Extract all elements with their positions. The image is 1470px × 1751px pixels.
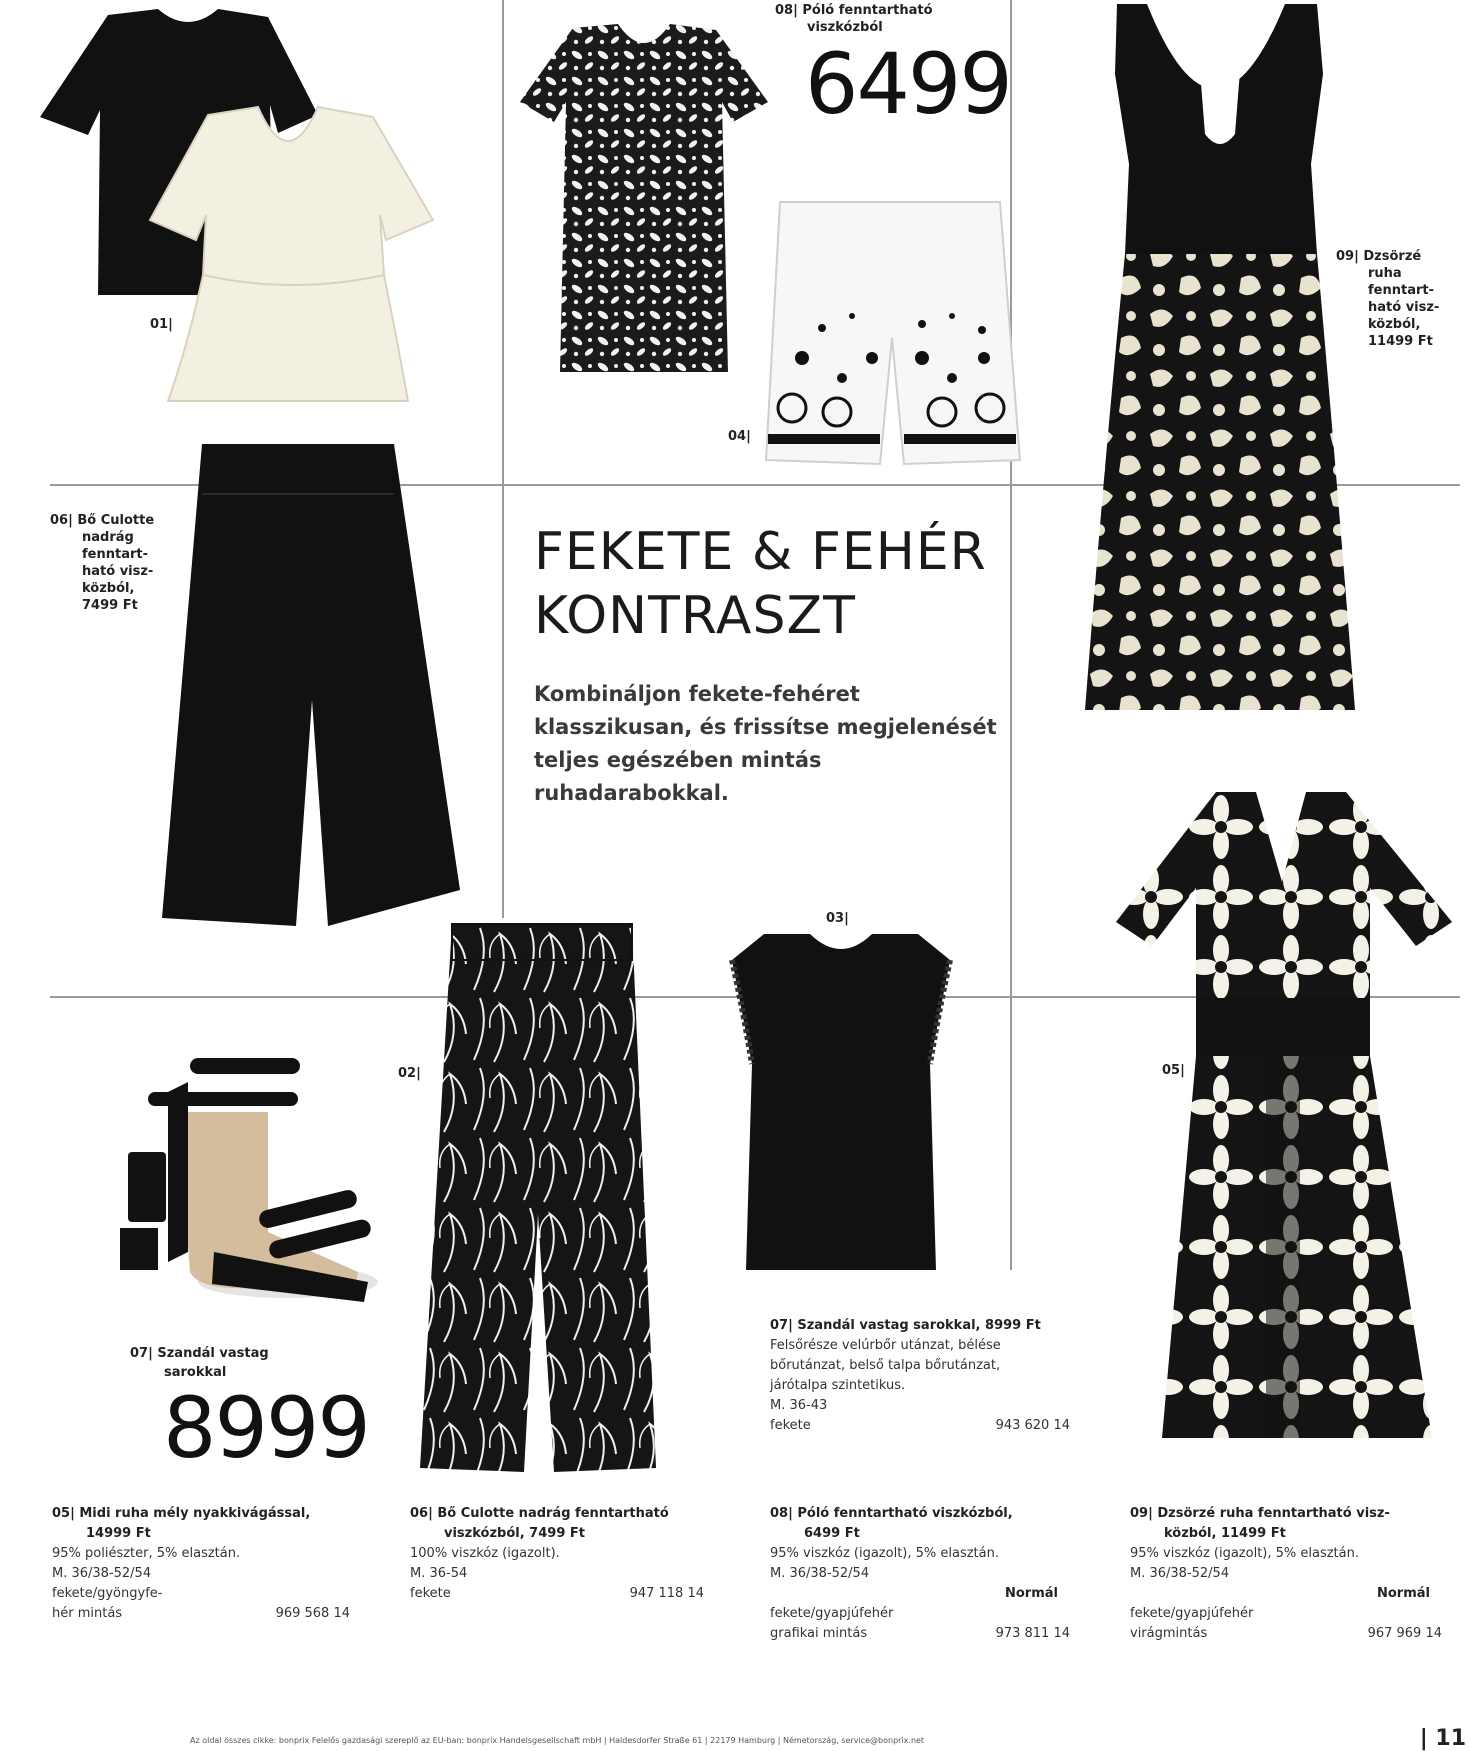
intro-text: Kombináljon fekete-fehéret klasszikusan, és frissítse megjelenését teljes egészében mintás ruhadarabokkal. <box>534 682 997 805</box>
detail-06-line-1: 100% viszkóz (igazolt). <box>410 1546 560 1561</box>
item-09-line-4: ható visz- <box>1368 300 1440 315</box>
page-headline <box>534 520 987 648</box>
item-06-number: 06| <box>50 513 73 528</box>
detail-07-line-4: M. 36-43 <box>770 1398 828 1413</box>
item-07-price: 8999 <box>163 1379 369 1477</box>
item-06-line-6: 7499 Ft <box>82 598 138 613</box>
patterned-tshirt-image <box>518 22 770 374</box>
item-08-price: 6499 <box>805 35 1011 133</box>
detail-09-line-2: M. 36/38-52/54 <box>1130 1566 1230 1581</box>
detail-06 <box>410 1504 704 1604</box>
detail-08 <box>770 1504 1070 1644</box>
detail-08-fit: Normál <box>1005 1586 1058 1601</box>
detail-07-line-3: járótalpa szintetikus. <box>770 1378 906 1393</box>
item-09-line-2: ruha <box>1368 266 1402 281</box>
item-06-line-2: nadrág <box>82 530 134 545</box>
detail-07-code: 943 620 14 <box>995 1418 1070 1433</box>
detail-09-code: 967 969 14 <box>1367 1626 1442 1641</box>
detail-08-title-1: 08| Póló fenntartható viszkózból, <box>770 1506 1013 1521</box>
detail-06-code: 947 118 14 <box>629 1586 704 1601</box>
detail-08-title-2: 6499 Ft <box>804 1526 860 1541</box>
item-06-line-1: Bő Culotte <box>77 513 155 528</box>
black-culotte-pants-image <box>162 444 460 926</box>
item-09-number: 09| <box>1336 249 1359 264</box>
headline-line-2: KONTRASZT <box>534 586 856 646</box>
detail-06-line-2: M. 36-54 <box>410 1566 468 1581</box>
detail-07 <box>770 1316 1070 1436</box>
detail-06-title-2: viszkózból, 7499 Ft <box>444 1526 585 1541</box>
item-06-label <box>50 512 154 614</box>
item-07-text-1: Szandál vastag <box>157 1346 269 1361</box>
item-06-line-3: fenntart- <box>82 547 148 562</box>
patterned-culotte-pants-image <box>420 924 656 1472</box>
item-05-label: 05| <box>1162 1063 1185 1078</box>
detail-05-title-2: 14999 Ft <box>86 1526 151 1541</box>
item-09-line-1: Dzsörzé <box>1363 249 1422 264</box>
item-09-line-6: 11499 Ft <box>1368 334 1433 349</box>
detail-08-line-1: 95% viszkóz (igazolt), 5% elasztán. <box>770 1546 999 1561</box>
detail-09-color-2: virágmintás <box>1130 1626 1208 1641</box>
item-07-label <box>130 1344 269 1382</box>
detail-09 <box>1130 1504 1442 1644</box>
item-01-label: 01| <box>150 317 173 332</box>
item-08-number: 08| <box>775 3 798 18</box>
detail-07-line-2: bőrutánzat, belső talpa bőrutánzat, <box>770 1358 1001 1373</box>
midi-dress-vneck-image <box>1116 792 1452 1440</box>
detail-09-fit: Normál <box>1377 1586 1430 1601</box>
black-ruffle-top-image <box>730 934 952 1274</box>
detail-07-color: fekete <box>770 1418 811 1433</box>
jersey-floral-dress-image <box>1085 4 1355 712</box>
detail-05-line-2: M. 36/38-52/54 <box>52 1566 152 1581</box>
footer-legal-text: Az oldal összes cikke: bonprix Felelős gazdasági szereplő az EU-ban: bonprix Handelsgesellschaft mbH | Haldesdorfer Straße 61 | 22179 Hamburg | Németország, service@bonprix.net <box>190 1736 925 1745</box>
item-09-line-5: közból, <box>1368 317 1421 332</box>
item-08-text-1: Póló fenntartható <box>802 3 933 18</box>
item-07-text-2: sarokkal <box>164 1365 227 1380</box>
detail-05 <box>52 1504 350 1624</box>
item-07-number: 07| <box>130 1346 153 1361</box>
item-06-line-4: ható visz- <box>82 564 154 579</box>
detail-09-title-1: 09| Dzsörzé ruha fenntartható visz- <box>1130 1506 1390 1521</box>
detail-06-title-1: 06| Bő Culotte nadrág fenntartható <box>410 1506 669 1521</box>
page-number: | 11 <box>1419 1726 1466 1751</box>
headline-line-1: FEKETE & FEHÉR <box>534 522 987 582</box>
detail-09-title-2: közból, 11499 Ft <box>1164 1526 1286 1541</box>
detail-05-code: 969 568 14 <box>275 1606 350 1621</box>
item-02-label: 02| <box>398 1066 421 1081</box>
detail-09-color-1: fekete/gyapjúfehér <box>1130 1606 1254 1621</box>
item-06-line-5: közból, <box>82 581 135 596</box>
detail-05-line-1: 95% poliészter, 5% elasztán. <box>52 1546 241 1561</box>
detail-07-line-1: Felsőrésze velúrbőr utánzat, bélése <box>770 1338 1001 1353</box>
detail-08-color-2: grafikai mintás <box>770 1626 868 1641</box>
cream-vneck-top-image <box>148 105 438 405</box>
detail-06-color: fekete <box>410 1586 451 1601</box>
block-heel-sandals-image <box>118 1052 386 1314</box>
divider-vertical-left <box>502 0 504 918</box>
divider-vertical-right <box>1010 0 1012 1270</box>
white-embroidered-shorts-image <box>762 198 1024 466</box>
detail-07-title: 07| Szandál vastag sarokkal, 8999 Ft <box>770 1318 1041 1333</box>
detail-05-title-1: 05| Midi ruha mély nyakkivágással, <box>52 1506 311 1521</box>
detail-05-line-3: fekete/gyöngyfe- <box>52 1586 163 1601</box>
item-04-label: 04| <box>728 429 751 444</box>
detail-08-color-1: fekete/gyapjúfehér <box>770 1606 894 1621</box>
item-09-label <box>1336 248 1439 350</box>
detail-08-code: 973 811 14 <box>995 1626 1070 1641</box>
detail-08-line-2: M. 36/38-52/54 <box>770 1566 870 1581</box>
item-03-label: 03| <box>826 911 849 926</box>
detail-09-line-1: 95% viszkóz (igazolt), 5% elasztán. <box>1130 1546 1359 1561</box>
item-08-text-2: viszkózból <box>807 20 883 35</box>
item-09-line-3: fenntart- <box>1368 283 1434 298</box>
item-08-label <box>775 2 933 36</box>
detail-05-color: hér mintás <box>52 1606 123 1621</box>
